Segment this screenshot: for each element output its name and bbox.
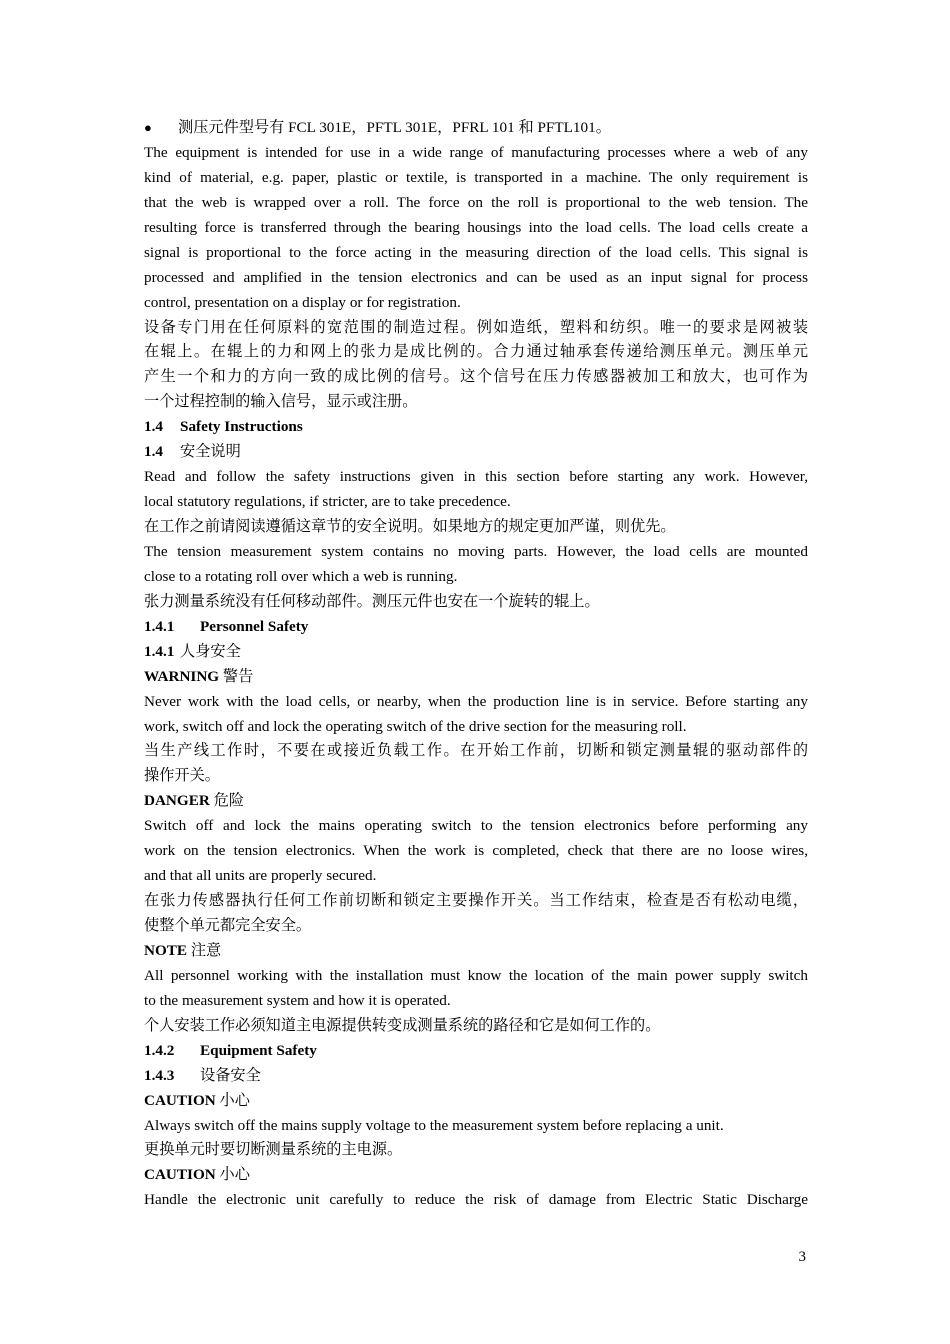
safety-en-line: local statutory regulations, if stricter, are to take precedence. [144, 493, 511, 511]
intro-en-line: processed and amplified in the tension electronics and can be used as an input signal for process [144, 268, 808, 286]
section-number: 1.4.1 [144, 617, 175, 635]
danger-label-cn: 危险 [213, 792, 244, 810]
warning-label-en: WARNING [144, 667, 220, 685]
intro-en-line: control, presentation on a display or for registration. [144, 293, 461, 311]
caution-label-en: CAUTION [144, 1166, 216, 1184]
bullet-text: 测压元件型号有 FCL 301E，PFTL 301E，PFRL 101 和 PFTL101。 [178, 119, 611, 136]
section-title: 安全说明 [180, 443, 241, 461]
warning-en-line: Never work with the load cells, or nearby, when the production line is in service. Before starting any [144, 692, 808, 710]
section-heading-1-4-1-cn [144, 640, 808, 665]
warning-cn-line: 当生产线工作时，不要在或接近负载工作。在开始工作前，切断和锁定测量辊的驱动部件的 [144, 742, 808, 760]
section-heading-1-4-3 [144, 1064, 808, 1089]
note-cn-line: 个人安装工作必须知道主电源提供转变成测量系统的路径和它是如何工作的。 [144, 1016, 661, 1034]
danger-cn-line: 使整个单元都完全安全。 [144, 917, 312, 934]
section-title: Equipment Safety [200, 1041, 317, 1059]
note-label-en: NOTE [144, 941, 188, 959]
section-heading-1-4-2 [144, 1039, 808, 1064]
section-number: 1.4 [144, 443, 163, 461]
moving-en-line: close to a rotating roll over which a web is running. [144, 567, 458, 585]
intro-en-line: resulting force is transferred through the bearing housings into the load cells. The load cells create a [144, 218, 808, 236]
intro-en-line: kind of material, e.g. paper, plastic or textile, is transported in a machine. The only requirement is [144, 168, 808, 186]
section-number: 1.4.2 [144, 1041, 175, 1059]
section-title: 设备安全 [200, 1066, 261, 1084]
note-label-cn: 注意 [190, 941, 222, 959]
caution-label-en: CAUTION [144, 1091, 216, 1109]
danger-en-line: work on the tension electronics. When the work is completed, check that there are no loose wires, [144, 842, 808, 860]
bullet-item [144, 116, 808, 141]
warning-cn-line: 操作开关。 [144, 767, 220, 785]
moving-cn-line: 张力测量系统没有任何移动部件。测压元件也安在一个旋转的辊上。 [144, 592, 600, 610]
danger-en-line: Switch off and lock the mains operating switch to the tension electronics before performing any [144, 817, 808, 835]
note-label [144, 939, 808, 964]
caution-en-line: Handle the electronic unit carefully to reduce the risk of damage from Electric Static Discharge [144, 1191, 808, 1209]
intro-en-line: that the web is wrapped over a roll. The force on the roll is proportional to the web tension. The [144, 193, 808, 211]
section-number: 1.4 [144, 418, 163, 436]
caution-label [144, 1089, 808, 1114]
caution-en-line: Always switch off the mains supply voltage to the measurement system before replacing a unit. [144, 1116, 724, 1134]
section-title: 人身安全 [180, 642, 241, 660]
warning-label-cn: 警告 [222, 667, 254, 685]
section-heading-1-4-en [144, 415, 808, 440]
moving-en-line: The tension measurement system contains no moving parts. However, the load cells are mounted [144, 542, 808, 560]
note-en-line: All personnel working with the installation must know the location of the main power supply switch [144, 966, 808, 984]
page-number: 3 [798, 1249, 806, 1265]
note-en-line: to the measurement system and how it is operated. [144, 991, 451, 1009]
intro-cn-line: 设备专门用在任何原料的宽范围的制造过程。例如造纸，塑料和纺织。唯一的要求是网被装 [144, 318, 808, 336]
section-number: 1.4.3 [144, 1066, 175, 1084]
caution-cn-line: 更换单元时要切断测量系统的主电源。 [144, 1141, 403, 1159]
danger-cn-line: 在张力传感器执行任何工作前切断和锁定主要操作开关。当工作结束，检查是否有松动电缆， [144, 892, 808, 910]
caution-label-cn: 小心 [219, 1091, 250, 1109]
section-heading-1-4-1-en [144, 615, 808, 640]
safety-en-line: Read and follow the safety instructions given in this section before starting any work. However, [144, 468, 808, 486]
danger-en-line: and that all units are properly secured. [144, 867, 377, 885]
caution-label-cn: 小心 [219, 1166, 250, 1184]
intro-cn-line: 产生一个和力的方向一致的成比例的信号。这个信号在压力传感器被加工和放大，也可作为 [144, 368, 808, 386]
intro-cn-line: 在辊上。在辊上的力和网上的张力是成比例的。合力通过轴承套传递给测压单元。测压单元 [144, 343, 808, 361]
section-title: Personnel Safety [200, 617, 309, 635]
warning-en-line: work, switch off and lock the operating switch of the drive section for the measuring roll. [144, 717, 687, 735]
document-body [144, 116, 808, 1213]
safety-cn-line: 在工作之前请阅读遵循这章节的安全说明。如果地方的规定更加严谨，则优先。 [144, 518, 676, 535]
section-title: Safety Instructions [180, 418, 303, 436]
intro-cn-line: 一个过程控制的输入信号，显示或注册。 [144, 393, 418, 411]
section-heading-1-4-cn [144, 440, 808, 465]
intro-en-line: signal is proportional to the force acting in the measuring direction of the load cells. This signal is [144, 243, 808, 261]
intro-en-line: The equipment is intended for use in a wide range of manufacturing processes where a web of any [144, 143, 808, 161]
danger-label-en: DANGER [144, 792, 210, 810]
section-number: 1.4.1 [144, 642, 175, 660]
warning-label [144, 665, 808, 690]
caution-label [144, 1163, 808, 1188]
bullet-dot-icon: ● [144, 120, 152, 135]
danger-label [144, 789, 808, 814]
